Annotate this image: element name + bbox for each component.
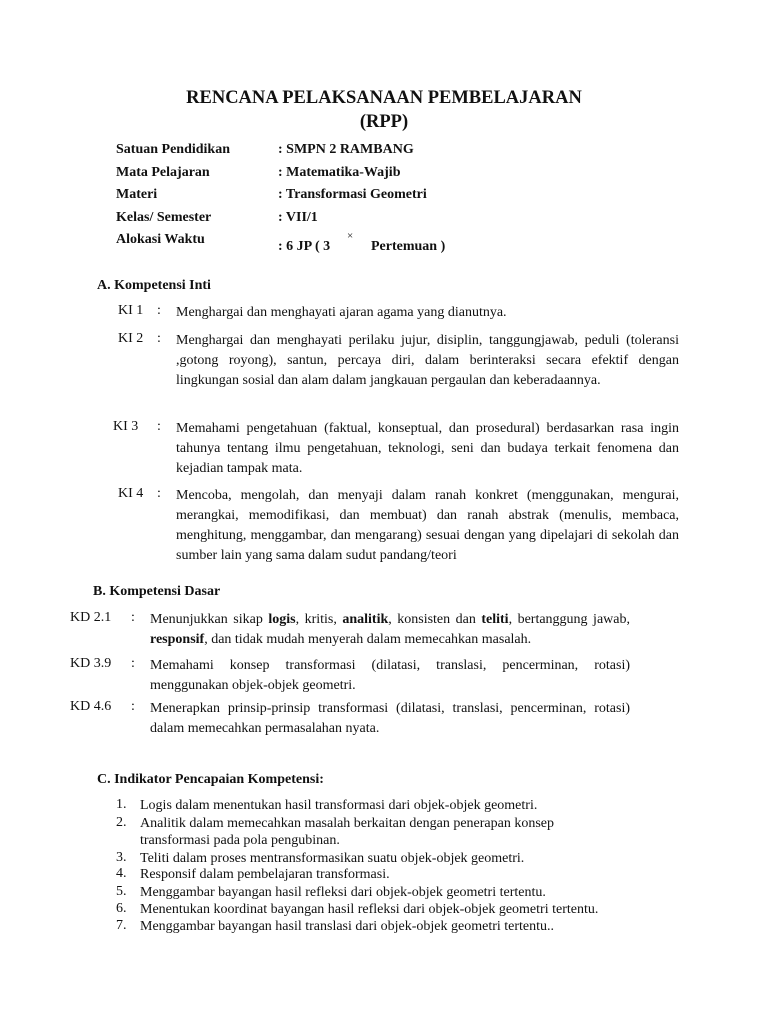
list-item-number: 1. — [116, 797, 127, 812]
ki-text: Memahami pengetahuan (faktual, konseptual, dan prosedural) berdasarkan rasa ingin tahunya tentang ilmu pengetahuan, teknologi, seni dan budaya terkait fenomena dan kejadian tampak mata. — [176, 421, 679, 476]
ki-colon: : — [157, 303, 161, 318]
list-item-number: 6. — [116, 901, 127, 916]
kd-code: KD 3.9 — [70, 656, 112, 671]
kd-colon: : — [131, 656, 135, 671]
ki-text: Menghargai dan menghayati ajaran agama yang dianutnya. — [176, 305, 507, 320]
ki-code: KI 4 — [118, 486, 144, 501]
kd-colon: : — [131, 610, 135, 625]
ki-code: KI 3 — [113, 419, 139, 434]
info-label-alokasi: Alokasi Waktu — [116, 232, 205, 247]
list-item: Menentukan koordinat bayangan hasil refleksi dari objek-objek geometri tertentu. — [140, 902, 599, 917]
section-b-heading: B. Kompetensi Dasar — [93, 584, 221, 599]
list-item: Menggambar bayangan hasil translasi dari objek-objek geometri tertentu.. — [140, 919, 555, 934]
info-value-kelas: : VII/1 — [278, 210, 318, 225]
list-item-number: 5. — [116, 884, 127, 899]
ki-text: Menghargai dan menghayati perilaku jujur, disiplin, tanggungjawab, peduli (toleransi ,gotong royong), santun, percaya diri, dalam berinteraksi secara efektif dengan lingkungan sosial dan alam dalam jangkauan pergaulan dan keberadaannya. — [176, 333, 679, 388]
list-item-number: 2. — [116, 815, 127, 830]
info-value-materi: : Transformasi Geometri — [278, 187, 427, 202]
section-c-heading: C. Indikator Pencapaian Kompetensi: — [97, 772, 324, 787]
kd-text: Memahami konsep transformasi (dilatasi, translasi, pencerminan, rotasi) menggunakan objek-objek geometri. — [150, 658, 630, 693]
document-title: RENCANA PELAKSANAAN PEMBELAJARAN — [186, 88, 582, 108]
list-item: Menggambar bayangan hasil refleksi dari objek-objek geometri tertentu. — [140, 885, 546, 900]
ki-colon: : — [157, 419, 161, 434]
ki-code: KI 2 — [118, 331, 144, 346]
ki-text: Mencoba, mengolah, dan menyaji dalam ranah konkret (menggunakan, mengurai, merangkai, memodifikasi, dan membuat) dan ranah abstrak (menulis, membaca, menghitung, menggambar, dan mengarang) sesuai dengan yang dipelajari di sekolah dan sumber lain yang sama dalam sudut pandang/teori — [176, 488, 679, 563]
info-value-alokasi: : 6 JP ( 3 — [278, 239, 331, 254]
list-item-number: 3. — [116, 850, 127, 865]
info-label-kelas: Kelas/ Semester — [116, 210, 212, 225]
list-item: Teliti dalam proses mentransformasikan suatu objek-objek geometri. — [140, 851, 525, 866]
times-symbol: × — [347, 230, 354, 242]
document-subtitle: (RPP) — [359, 112, 409, 132]
list-item-number: 4. — [116, 866, 127, 881]
info-label-satuan: Satuan Pendidikan — [116, 142, 230, 157]
list-item: Analitik dalam memecahkan masalah berkaitan dengan penerapan konsep transformasi pada pola pengubinan. — [140, 816, 554, 848]
list-item: Responsif dalam pembelajaran transformasi. — [140, 867, 390, 882]
section-a-heading: A. Kompetensi Inti — [97, 278, 211, 293]
kd-text: Menunjukkan sikap logis, kritis, analitik, konsisten dan teliti, bertanggung jawab, responsif, dan tidak mudah menyerah dalam memecahkan masalah. — [150, 612, 630, 647]
kd-text: Menerapkan prinsip-prinsip transformasi (dilatasi, translasi, pencerminan, rotasi) dalam memecahkan permasalahan nyata. — [150, 701, 630, 736]
info-value-alokasi-suffix: Pertemuan ) — [371, 239, 446, 254]
info-value-satuan: : SMPN 2 RAMBANG — [278, 142, 414, 157]
info-label-mapel: Mata Pelajaran — [116, 165, 210, 180]
ki-colon: : — [157, 486, 161, 501]
kd-colon: : — [131, 699, 135, 714]
info-value-mapel: : Matematika-Wajib — [278, 165, 401, 180]
info-label-materi: Materi — [116, 187, 158, 202]
ki-colon: : — [157, 331, 161, 346]
list-item-number: 7. — [116, 918, 127, 933]
list-item: Logis dalam menentukan hasil transformasi dari objek-objek geometri. — [140, 798, 538, 813]
ki-code: KI 1 — [118, 303, 144, 318]
kd-code: KD 4.6 — [70, 699, 112, 714]
kd-code: KD 2.1 — [70, 610, 112, 625]
